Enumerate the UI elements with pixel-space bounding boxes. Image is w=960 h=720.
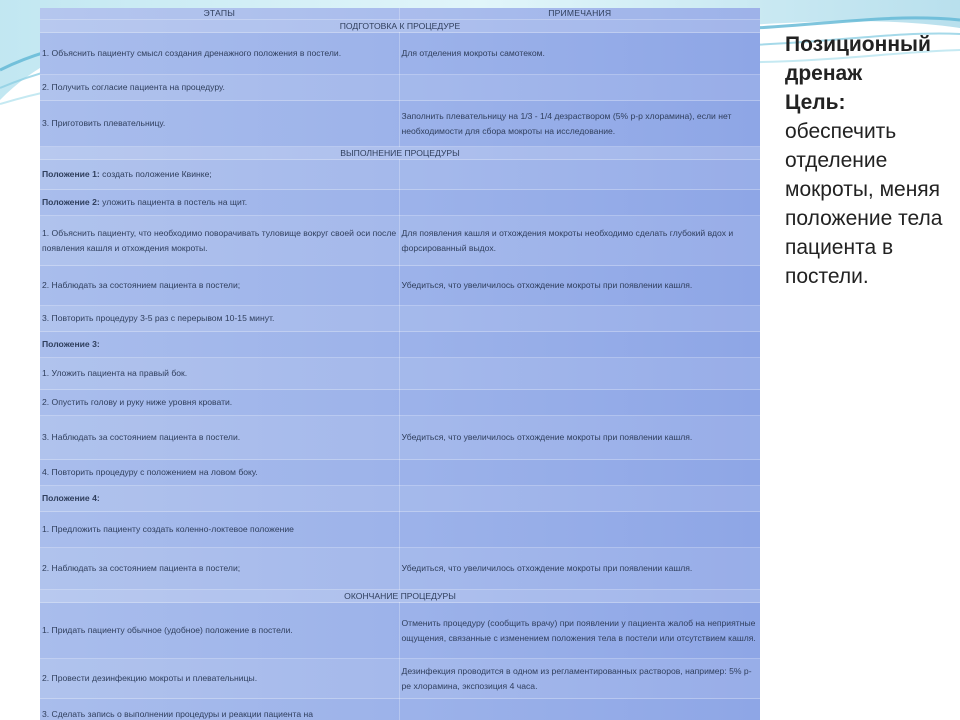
side-goal-label: Цель:: [785, 91, 846, 114]
header-stages: ЭТАПЫ: [40, 8, 399, 20]
step-cell: [40, 512, 399, 548]
step-cell: [40, 603, 399, 659]
note-cell: Для появления кашля и отхождения мокроты необходимо сделать глубокий вдох и форсированный выдох.: [399, 216, 760, 266]
note-cell: Убедиться, что увеличилось отхождение мокроты при появлении кашля.: [399, 416, 760, 460]
table-row: [40, 460, 760, 486]
table-row: [40, 416, 760, 460]
step-text: уложить пациента в постель на щит.: [99, 197, 248, 207]
step-text: 3. Приготовить плевательницу.: [42, 118, 166, 128]
step-cell: [40, 699, 399, 720]
table-row: [40, 190, 760, 216]
table-row: [40, 160, 760, 190]
table-row: [40, 332, 760, 358]
step-text: 3. Наблюдать за состоянием пациента в постели.: [42, 432, 241, 442]
section-title: ПОДГОТОВКА К ПРОЦЕДУРЕ: [40, 20, 760, 33]
note-cell: [399, 160, 760, 190]
note-cell: Для отделения мокроты самотеком.: [399, 33, 760, 75]
section-row: [40, 590, 760, 603]
step-position-label: Положение 3:: [42, 339, 100, 349]
table-row: [40, 512, 760, 548]
step-text: 1. Уложить пациента на правый бок.: [42, 368, 188, 378]
step-text: 2. Опустить голову и руку ниже уровня кровати.: [42, 397, 233, 407]
note-cell: [399, 460, 760, 486]
note-cell: [399, 190, 760, 216]
note-cell: [399, 306, 760, 332]
note-cell: [399, 699, 760, 720]
step-text: 1. Объяснить пациенту смысл создания дренажного положения в постели.: [42, 48, 342, 58]
table-row: [40, 699, 760, 720]
step-cell: [40, 266, 399, 306]
step-cell: [40, 75, 399, 101]
step-text: 4. Повторить процедуру с положением на ловом боку.: [42, 467, 258, 477]
step-position-label: Положение 2:: [42, 197, 100, 207]
note-cell: Убедиться, что увеличилось отхождение мокроты при появлении кашля.: [399, 266, 760, 306]
side-panel: [785, 30, 955, 291]
step-text: 2. Наблюдать за состоянием пациента в постели;: [42, 280, 241, 290]
section-title: ОКОНЧАНИЕ ПРОЦЕДУРЫ: [40, 590, 760, 603]
step-text: 1. Предложить пациенту создать коленно-локтевое положение: [42, 524, 294, 534]
step-text: 3. Сделать запись о выполнении процедуры и реакции пациента на: [42, 709, 314, 719]
step-text: 2. Получить согласие пациента на процедуру.: [42, 82, 225, 92]
table-row: [40, 548, 760, 590]
step-text: 2. Провести дезинфекцию мокроты и плевательницы.: [42, 673, 258, 683]
side-title: Позиционный дренаж: [785, 33, 931, 85]
table-row: [40, 486, 760, 512]
step-text: создать положение Квинке;: [99, 169, 212, 179]
step-text: 1. Придать пациенту обычное (удобное) положение в постели.: [42, 625, 293, 635]
step-cell: [40, 659, 399, 699]
section-title: ВЫПОЛНЕНИЕ ПРОЦЕДУРЫ: [40, 147, 760, 160]
table-row: [40, 266, 760, 306]
note-cell: [399, 512, 760, 548]
note-cell: Отменить процедуру (сообщить врачу) при появлении у пациента жалоб на неприятные ощущения, связанные с изменением положения тела в постели или отсутствием кашля.: [399, 603, 760, 659]
table-header-row: [40, 8, 760, 20]
step-cell: [40, 306, 399, 332]
step-cell: [40, 548, 399, 590]
step-cell: [40, 358, 399, 390]
note-cell: [399, 332, 760, 358]
step-cell: [40, 101, 399, 147]
note-cell: [399, 390, 760, 416]
procedure-table: [40, 8, 760, 720]
step-cell: [40, 332, 399, 358]
step-position-label: Положение 1:: [42, 169, 100, 179]
note-cell: Заполнить плевательницу на 1/3 - 1/4 дезраствором (5% р-р хлорамина), если нет необходимости для сбора мокроты на исследование.: [399, 101, 760, 147]
step-text: 2. Наблюдать за состоянием пациента в постели;: [42, 563, 241, 573]
side-goal: [785, 88, 955, 291]
step-cell: [40, 416, 399, 460]
step-position-label: Положение 4:: [42, 493, 100, 503]
side-goal-text: обеспечить отделение мокроты, меняя положение тела пациента в постели.: [785, 120, 943, 288]
note-cell: Дезинфекция проводится в одном из регламентированных растворов, например: 5% р-ре хлорамина, экспозиция 4 часа.: [399, 659, 760, 699]
step-cell: [40, 486, 399, 512]
table-row: [40, 33, 760, 75]
step-text: 1. Объяснить пациенту, что необходимо поворачивать туловище вокруг своей оси после появления кашля и отхождения мокроты.: [42, 227, 397, 253]
step-cell: [40, 190, 399, 216]
table-row: [40, 101, 760, 147]
table-row: [40, 75, 760, 101]
step-text: 3. Повторить процедуру 3-5 раз с перерывом 10-15 минут.: [42, 313, 275, 323]
table-row: [40, 306, 760, 332]
note-cell: [399, 75, 760, 101]
step-cell: [40, 390, 399, 416]
table-row: [40, 659, 760, 699]
section-row: [40, 20, 760, 33]
table-row: [40, 390, 760, 416]
table-row: [40, 358, 760, 390]
table-row: [40, 603, 760, 659]
header-notes: ПРИМЕЧАНИЯ: [399, 8, 760, 20]
step-cell: [40, 216, 399, 266]
procedure-table-container: [40, 8, 760, 720]
note-cell: [399, 486, 760, 512]
note-cell: [399, 358, 760, 390]
note-cell: Убедиться, что увеличилось отхождение мокроты при появлении кашля.: [399, 548, 760, 590]
step-cell: [40, 160, 399, 190]
step-cell: [40, 33, 399, 75]
table-row: [40, 216, 760, 266]
section-row: [40, 147, 760, 160]
step-cell: [40, 460, 399, 486]
